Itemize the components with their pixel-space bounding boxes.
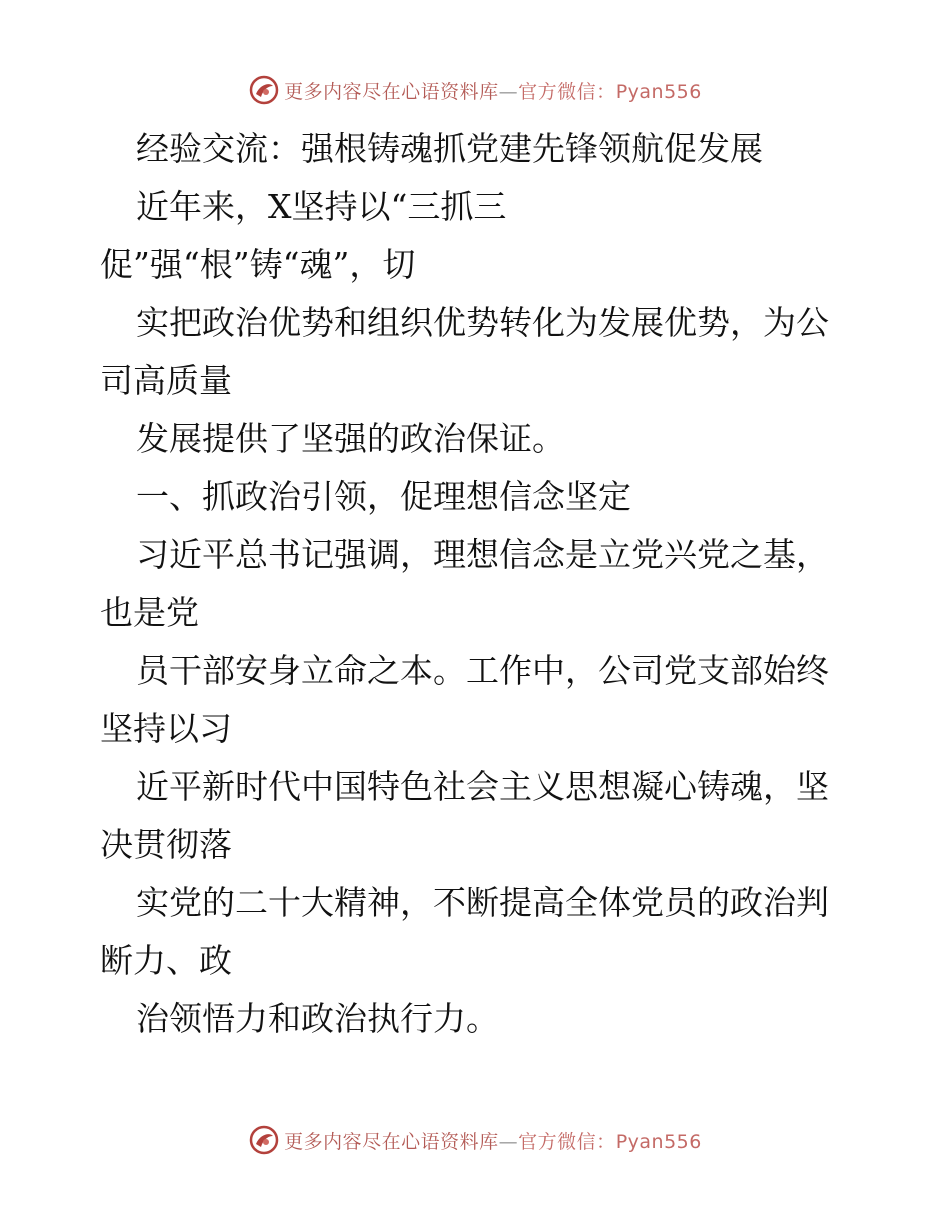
footer-banner — [0, 1120, 950, 1160]
paragraph-line: 促”强“根”铸“魂”，切 — [100, 245, 416, 284]
banner-text — [284, 77, 702, 104]
paragraph-line: 决贯彻落 — [100, 825, 232, 864]
paragraph-line: 近平新时代中国特色社会主义思想凝心铸魂，坚 — [136, 767, 829, 806]
paragraph-line: 习近平总书记强调，理想信念是立党兴党之基， — [136, 535, 829, 574]
red-swirl-logo-icon — [248, 1124, 280, 1156]
paragraph-line: 发展提供了坚强的政治保证。 — [136, 419, 565, 458]
document-title: 经验交流：强根铸魂抓党建先锋领航促发展 — [136, 129, 763, 168]
paragraph-line: 也是党 — [100, 593, 199, 632]
paragraph-line: 实把政治优势和组织优势转化为发展优势，为公 — [136, 303, 829, 342]
banner-main-text: 更多内容尽在心语资料库 — [284, 1130, 499, 1153]
banner-contact-id: Pyan556 — [615, 80, 702, 103]
banner-dash: — — [498, 80, 519, 103]
header-banner — [0, 70, 950, 110]
paragraph-line: 员干部安身立命之本。工作中，公司党支部始终 — [136, 651, 829, 690]
banner-dash: — — [498, 1130, 519, 1153]
paragraph-line: 治领悟力和政治执行力。 — [136, 999, 499, 1038]
banner-contact-id: Pyan556 — [615, 1130, 702, 1153]
banner-text — [284, 1127, 702, 1154]
banner-contact-label: 官方微信： — [518, 1130, 616, 1153]
red-swirl-logo-icon — [248, 74, 280, 106]
paragraph-line: 断力、政 — [100, 941, 232, 980]
paragraph-line: 坚持以习 — [100, 709, 232, 748]
paragraph-line: 近年来，X坚持以“三抓三 — [136, 187, 507, 226]
section-heading: 一、抓政治引领，促理想信念坚定 — [136, 477, 631, 516]
document-body — [100, 120, 860, 1048]
banner-main-text: 更多内容尽在心语资料库 — [284, 80, 499, 103]
paragraph-line: 司高质量 — [100, 361, 232, 400]
banner-contact-label: 官方微信： — [518, 80, 616, 103]
paragraph-line: 实党的二十大精神，不断提高全体党员的政治判 — [136, 883, 829, 922]
